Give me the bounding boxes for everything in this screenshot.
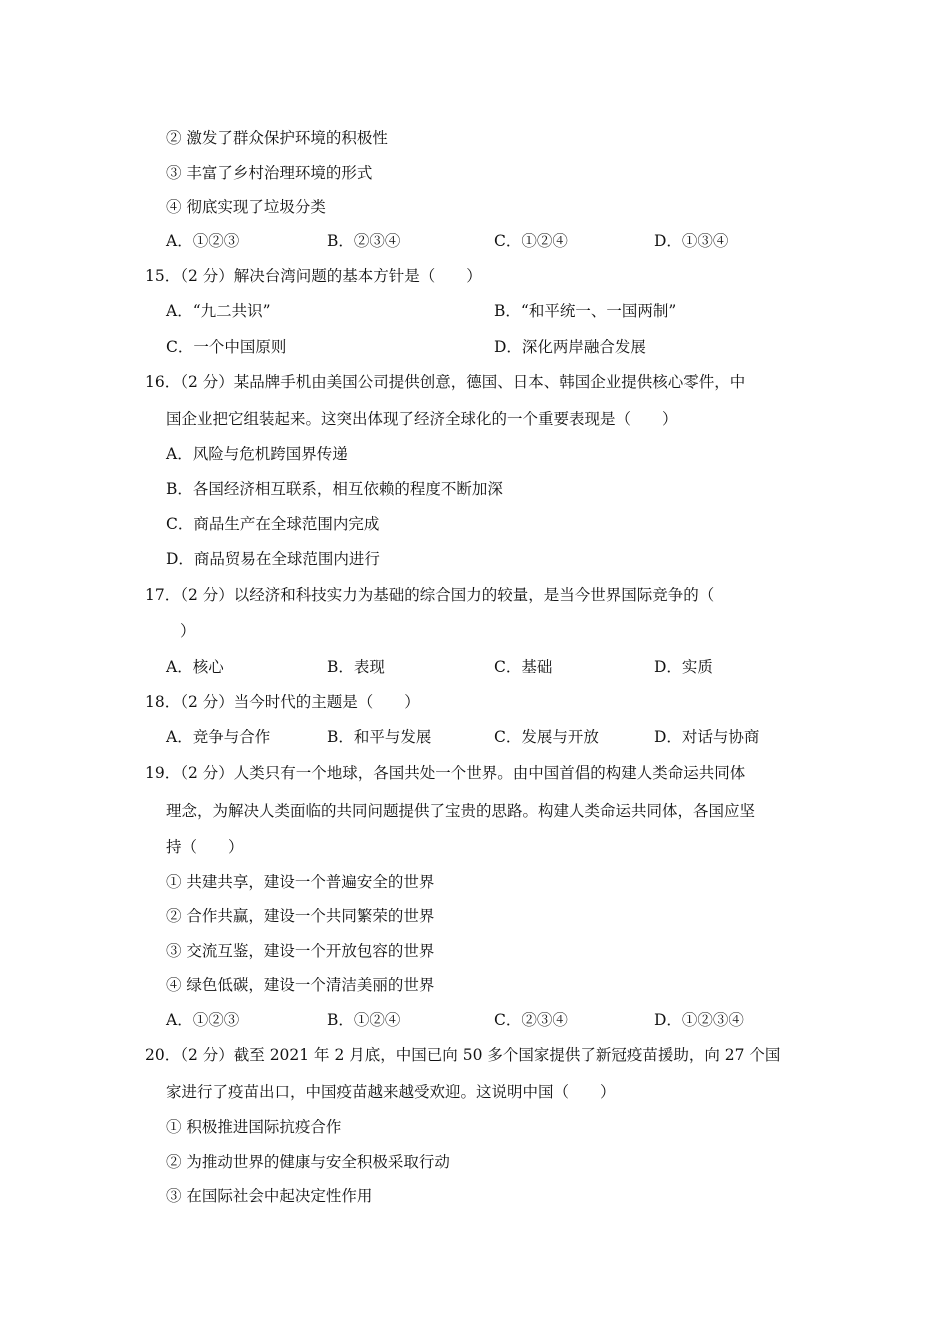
q17-option-c[interactable]: C．基础 — [494, 658, 553, 676]
q16-option-d[interactable]: D．商品贸易在全球范围内进行 — [166, 550, 380, 568]
q15-option-a[interactable]: A．“九二共识” — [166, 302, 271, 320]
q15-option-b[interactable]: B．“和平统一、一国两制” — [494, 302, 677, 320]
q15-stem: 15．（2 分）解决台湾问题的基本方针是（ ） — [145, 267, 482, 285]
q20-stem-line-2: 家进行了疫苗出口，中国疫苗越来越受欢迎。这说明中国（ ） — [166, 1083, 616, 1101]
q20-item-2: ② 为推动世界的健康与安全积极采取行动 — [166, 1153, 450, 1171]
q14-option-c[interactable]: C．①②④ — [494, 232, 568, 250]
q19-option-a[interactable]: A．①②③ — [166, 1011, 240, 1029]
q18-option-a[interactable]: A．竞争与合作 — [166, 728, 271, 746]
q19-stem-line-3: 持（ ） — [166, 838, 244, 856]
q14-item-3: ③ 丰富了乡村治理环境的形式 — [166, 164, 373, 182]
q14-option-d[interactable]: D．①③④ — [654, 232, 729, 250]
q19-option-b[interactable]: B．①②④ — [327, 1011, 401, 1029]
q14-option-a[interactable]: A．①②③ — [166, 232, 240, 250]
q15-option-c[interactable]: C．一个中国原则 — [166, 338, 287, 356]
q15-option-d[interactable]: D．深化两岸融合发展 — [494, 338, 646, 356]
q20-item-3: ③ 在国际社会中起决定性作用 — [166, 1187, 373, 1205]
q16-option-c[interactable]: C．商品生产在全球范围内完成 — [166, 515, 380, 533]
q19-item-3: ③ 交流互鉴，建设一个开放包容的世界 — [166, 942, 435, 960]
q19-stem-line-2: 理念，为解决人类面临的共同问题提供了宝贵的思路。构建人类命运共同体，各国应坚 — [166, 802, 756, 820]
q16-option-a[interactable]: A．风险与危机跨国界传递 — [166, 445, 348, 463]
q18-option-d[interactable]: D．对话与协商 — [654, 728, 760, 746]
q16-option-b[interactable]: B．各国经济相互联系，相互依赖的程度不断加深 — [166, 480, 503, 498]
q14-item-2: ② 激发了群众保护环境的积极性 — [166, 129, 388, 147]
q19-item-2: ② 合作共赢，建设一个共同繁荣的世界 — [166, 907, 435, 925]
q17-option-a[interactable]: A．核心 — [166, 658, 224, 676]
q19-stem-line-1: 19．（2 分）人类只有一个地球，各国共处一个世界。由中国首倡的构建人类命运共同体 — [145, 764, 746, 782]
q14-item-4: ④ 彻底实现了垃圾分类 — [166, 198, 326, 216]
q17-option-b[interactable]: B．表现 — [327, 658, 385, 676]
q19-item-4: ④ 绿色低碳，建设一个清洁美丽的世界 — [166, 976, 435, 994]
q18-stem: 18．（2 分）当今时代的主题是（ ） — [145, 693, 420, 711]
q20-item-1: ① 积极推进国际抗疫合作 — [166, 1118, 342, 1136]
q18-option-c[interactable]: C．发展与开放 — [494, 728, 599, 746]
q14-option-b[interactable]: B．②③④ — [327, 232, 401, 250]
q16-stem-line-2: 国企业把它组装起来。这突出体现了经济全球化的一个重要表现是（ ） — [166, 410, 678, 428]
q17-option-d[interactable]: D．实质 — [654, 658, 713, 676]
q20-stem-line-1: 20．（2 分）截至 2021 年 2 月底，中国已向 50 多个国家提供了新冠疫苗援助，向 27 个国 — [145, 1046, 781, 1064]
q19-option-c[interactable]: C．②③④ — [494, 1011, 568, 1029]
q19-item-1: ① 共建共享，建设一个普遍安全的世界 — [166, 873, 435, 891]
q16-stem-line-1: 16．（2 分）某品牌手机由美国公司提供创意，德国、日本、韩国企业提供核心零件，中 — [145, 373, 746, 391]
q17-stem-line-1: 17．（2 分）以经济和科技实力为基础的综合国力的较量，是当今世界国际竞争的（ — [145, 586, 715, 604]
q17-stem-line-2: ） — [180, 622, 196, 640]
q19-option-d[interactable]: D．①②③④ — [654, 1011, 744, 1029]
q18-option-b[interactable]: B．和平与发展 — [327, 728, 432, 746]
